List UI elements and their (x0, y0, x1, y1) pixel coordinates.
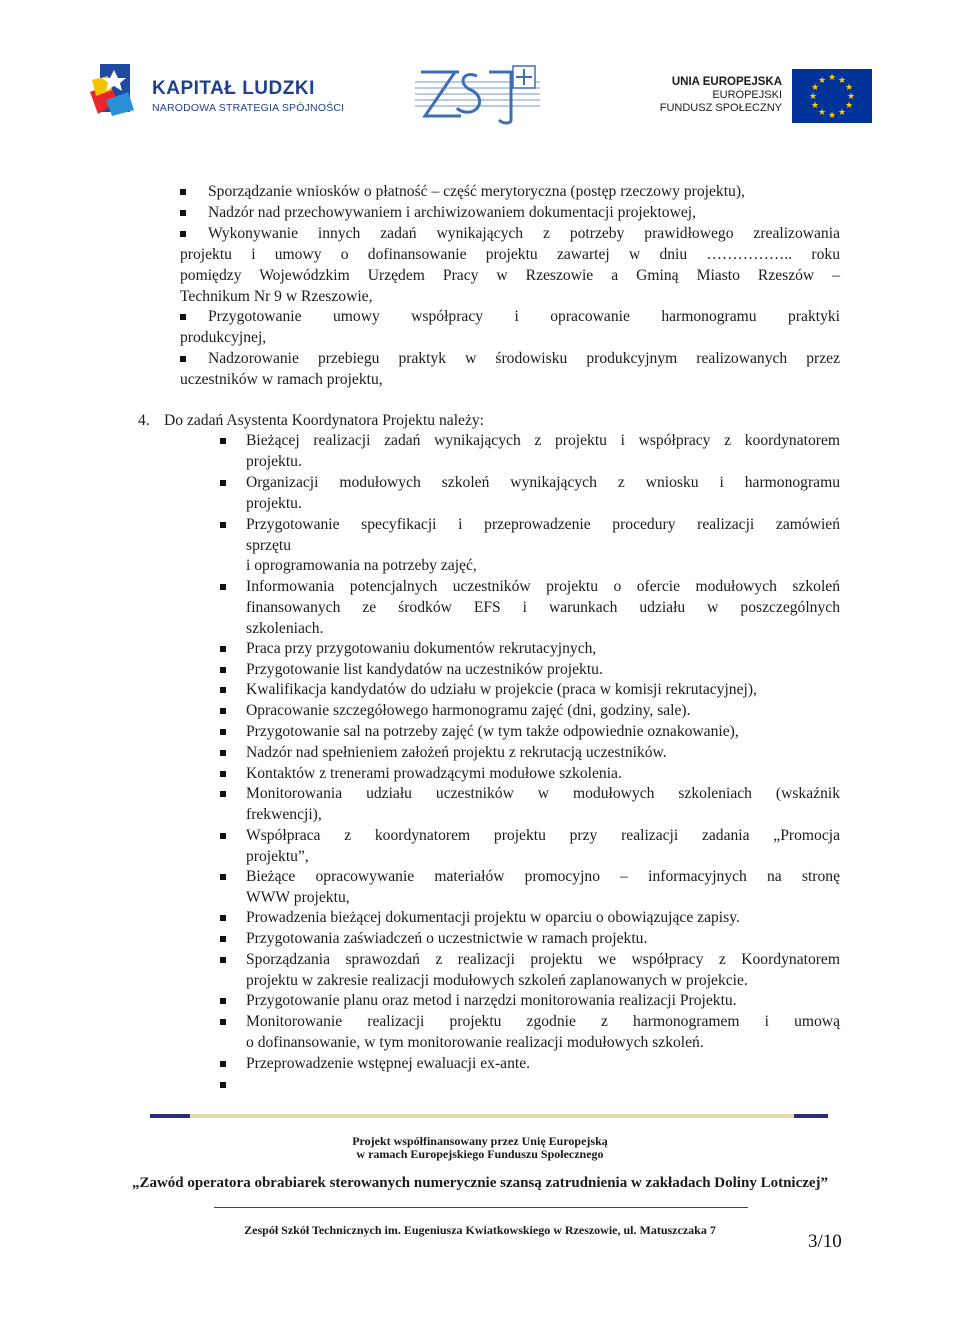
bullet-marker (220, 771, 226, 777)
svg-text:★: ★ (844, 101, 854, 111)
svg-text:★: ★ (808, 92, 818, 102)
list-item: Sporządzania sprawozdań z realizacji projektu we współpracy z Koordynatorem (246, 951, 840, 968)
list-item: Przygotowanie umowy współpracy i opracowanie harmonogramu praktyki (208, 308, 840, 325)
svg-text:★: ★ (827, 111, 837, 121)
footer-fund-line: w ramach Europejskiego Funduszu Społecznego (356, 1147, 604, 1161)
footer-cofinance-line: Projekt współfinansowany przez Unię Europejską (352, 1134, 608, 1148)
bullet-marker (220, 998, 226, 1004)
list-item: Organizacji modułowych szkoleń wynikających z wniosku i harmonogramu (246, 474, 840, 491)
list-item: Przygotowanie sal na potrzeby zajęć (w tym także odpowiednie oznakowanie), (246, 723, 739, 740)
list-item: Sporządzanie wniosków o płatność – część merytoryczna (postęp rzeczowy projektu), (208, 183, 745, 200)
svg-text:★: ★ (837, 76, 847, 86)
list-item-continuation: sprzętu (246, 537, 292, 554)
bullet-marker (220, 791, 226, 797)
svg-text:★: ★ (827, 73, 837, 83)
list-item: Prowadzenia bieżącej dokumentacji projektu w oparciu o obowiązujące zapisy. (246, 909, 740, 926)
bullet-marker (220, 438, 226, 444)
page-number: 3/10 (808, 1231, 842, 1252)
section-number: 4. (138, 412, 150, 429)
bullet-marker (180, 231, 186, 237)
eu-fund-label (660, 76, 782, 115)
eu-line-2: EUROPEJSKI (712, 89, 782, 101)
list-item: Nadzór nad przechowywaniem i archiwizowaniem dokumentacji projektowej, (208, 204, 696, 221)
footer-project-title: „Zawód operatora obrabiarek sterowanych numerycznie szansą zatrudnienia w zakładach Doliny Lotniczej” (131, 1175, 829, 1191)
section-heading (138, 411, 484, 432)
list-item: Przygotowanie planu oraz metod i narzędzi monitorowania realizacji Projektu. (246, 992, 737, 1009)
list-item: Przygotowanie list kandydatów na uczestników projektu. (246, 661, 603, 678)
bullet-marker (180, 189, 186, 195)
list-item-continuation: finansowanych ze środków EFS i warunkach udziału w poszczególnych (246, 599, 840, 616)
svg-text:★: ★ (817, 76, 827, 86)
bullet-marker (220, 833, 226, 839)
svg-text:★: ★ (844, 83, 854, 93)
bullet-marker (220, 687, 226, 693)
svg-text:★: ★ (810, 83, 820, 93)
footer-rule (150, 1114, 828, 1118)
bullet-marker (220, 957, 226, 963)
list-item: Przygotowanie specyfikacji i przeprowadzenie procedury realizacji zamówień (246, 516, 840, 533)
list-item-continuation: Technikum Nr 9 w Rzeszowie, (180, 288, 373, 305)
section-title: Do zadań Asystenta Koordynatora Projektu należy: (164, 412, 485, 429)
footer-divider (214, 1207, 748, 1208)
bullet-marker (220, 936, 226, 942)
bullet-marker (220, 750, 226, 756)
list-item: Kwalifikacja kandydatów do udziału w projekcie (praca w komisji rekrutacyjnej), (246, 681, 757, 698)
eu-flag-icon (792, 69, 872, 123)
kapital-ludzki-logo-icon (88, 62, 140, 118)
list-item: Wykonywanie innych zadań wynikających z potrzeby prawidłowego zrealizowania (208, 225, 840, 242)
bullet-marker (220, 584, 226, 590)
list-item: Kontaktów z trenerami prowadzącymi modułowe szkolenia. (246, 765, 622, 782)
list-item: Przygotowania zaświadczeń o uczestnictwie w ramach projektu. (246, 930, 648, 947)
list-item: Opracowanie szczegółowego harmonogramu zajęć (dni, godziny, sale). (246, 702, 691, 719)
list-item: Monitorowanie realizacji projektu zgodnie z harmonogramem i umową (246, 1013, 840, 1030)
bullet-marker (220, 667, 226, 673)
bullet-marker (220, 708, 226, 714)
bullet-marker (220, 1019, 226, 1025)
bullet-marker (220, 646, 226, 652)
bullet-marker (220, 522, 226, 528)
bullet-marker (220, 729, 226, 735)
list-item-continuation: szkoleniach. (246, 620, 324, 637)
bullet-marker (220, 480, 226, 486)
list-item: Nadzór nad spełnieniem założeń projektu z rekrutacją uczestników. (246, 744, 667, 761)
list-item: Nadzorowanie przebiegu praktyk w środowisku produkcyjnym realizowanych przez (208, 350, 840, 367)
svg-text:★: ★ (817, 108, 827, 118)
list-item: Współpraca z koordynatorem projektu przy realizacji zadania „Promocja (246, 827, 840, 844)
list-item-continuation: projektu. (246, 495, 302, 512)
list-item: Praca przy przygotowaniu dokumentów rekrutacyjnych, (246, 640, 597, 657)
list-item-continuation: o dofinansowanie, w tym monitorowanie realizacji modułowych szkoleń. (246, 1034, 704, 1051)
bullet-marker (180, 210, 186, 216)
list-item-continuation: WWW projektu, (246, 889, 350, 906)
svg-text:★: ★ (846, 92, 856, 102)
list-item-continuation: produkcyjnej, (180, 329, 267, 346)
list-item-continuation: frekwencji), (246, 806, 322, 823)
list-item: Informowania potencjalnych uczestników projektu o ofercie modułowych szkoleń (246, 578, 840, 595)
list-item-continuation: uczestników w ramach projektu, (180, 371, 383, 388)
list-item-continuation: i oprogramowania na potrzeby zajęć, (246, 557, 477, 574)
bullet-marker (220, 915, 226, 921)
bullet-marker (220, 1082, 226, 1088)
list-item: Przeprowadzenie wstępnej ewaluacji ex-ante. (246, 1055, 531, 1072)
footer-school-address: Zespół Szkół Technicznych im. Eugeniusza Kwiatkowskiego w Rzeszowie, ul. Matuszczaka 7 (244, 1223, 716, 1237)
list-item-continuation: pomiędzy Wojewódzkim Urzędem Pracy w Rzeszowie a Gminą Miasto Rzeszów – (180, 267, 840, 284)
list-item: Monitorowania udziału uczestników w modułowych szkoleniach (wskaźnik (246, 785, 840, 802)
eu-line-1: UNIA EUROPEJSKA (671, 76, 782, 88)
svg-text:★: ★ (837, 108, 847, 118)
list-item-continuation: projektu w zakresie realizacji modułowych szkoleń zaplanowanych w projekcie. (246, 972, 748, 989)
list-item-continuation: projektu”, (246, 848, 309, 865)
list-item: Bieżącej realizacji zadań wynikających z projektu i współpracy z koordynatorem (246, 432, 840, 449)
list-item-continuation: projektu. (246, 453, 302, 470)
svg-text:★: ★ (810, 101, 820, 111)
bullet-marker (180, 314, 186, 320)
kapital-ludzki-subtitle: NARODOWA STRATEGIA SPÓJNOŚCI (152, 102, 345, 114)
page-header (0, 0, 960, 140)
list-item-continuation: projektu i umowy o dofinansowanie projektu zawartej w dniu …………….. roku (180, 246, 840, 263)
list-item: Bieżące opracowywanie materiałów promocyjno – informacyjnych na stronę (246, 868, 840, 885)
kapital-ludzki-title: KAPITAŁ LUDZKI (152, 78, 315, 99)
eu-line-3: FUNDUSZ SPOŁECZNY (659, 102, 782, 114)
bullet-marker (220, 1061, 226, 1067)
zst-logo-icon (415, 62, 540, 126)
bullet-marker (180, 356, 186, 362)
bullet-marker (220, 874, 226, 880)
